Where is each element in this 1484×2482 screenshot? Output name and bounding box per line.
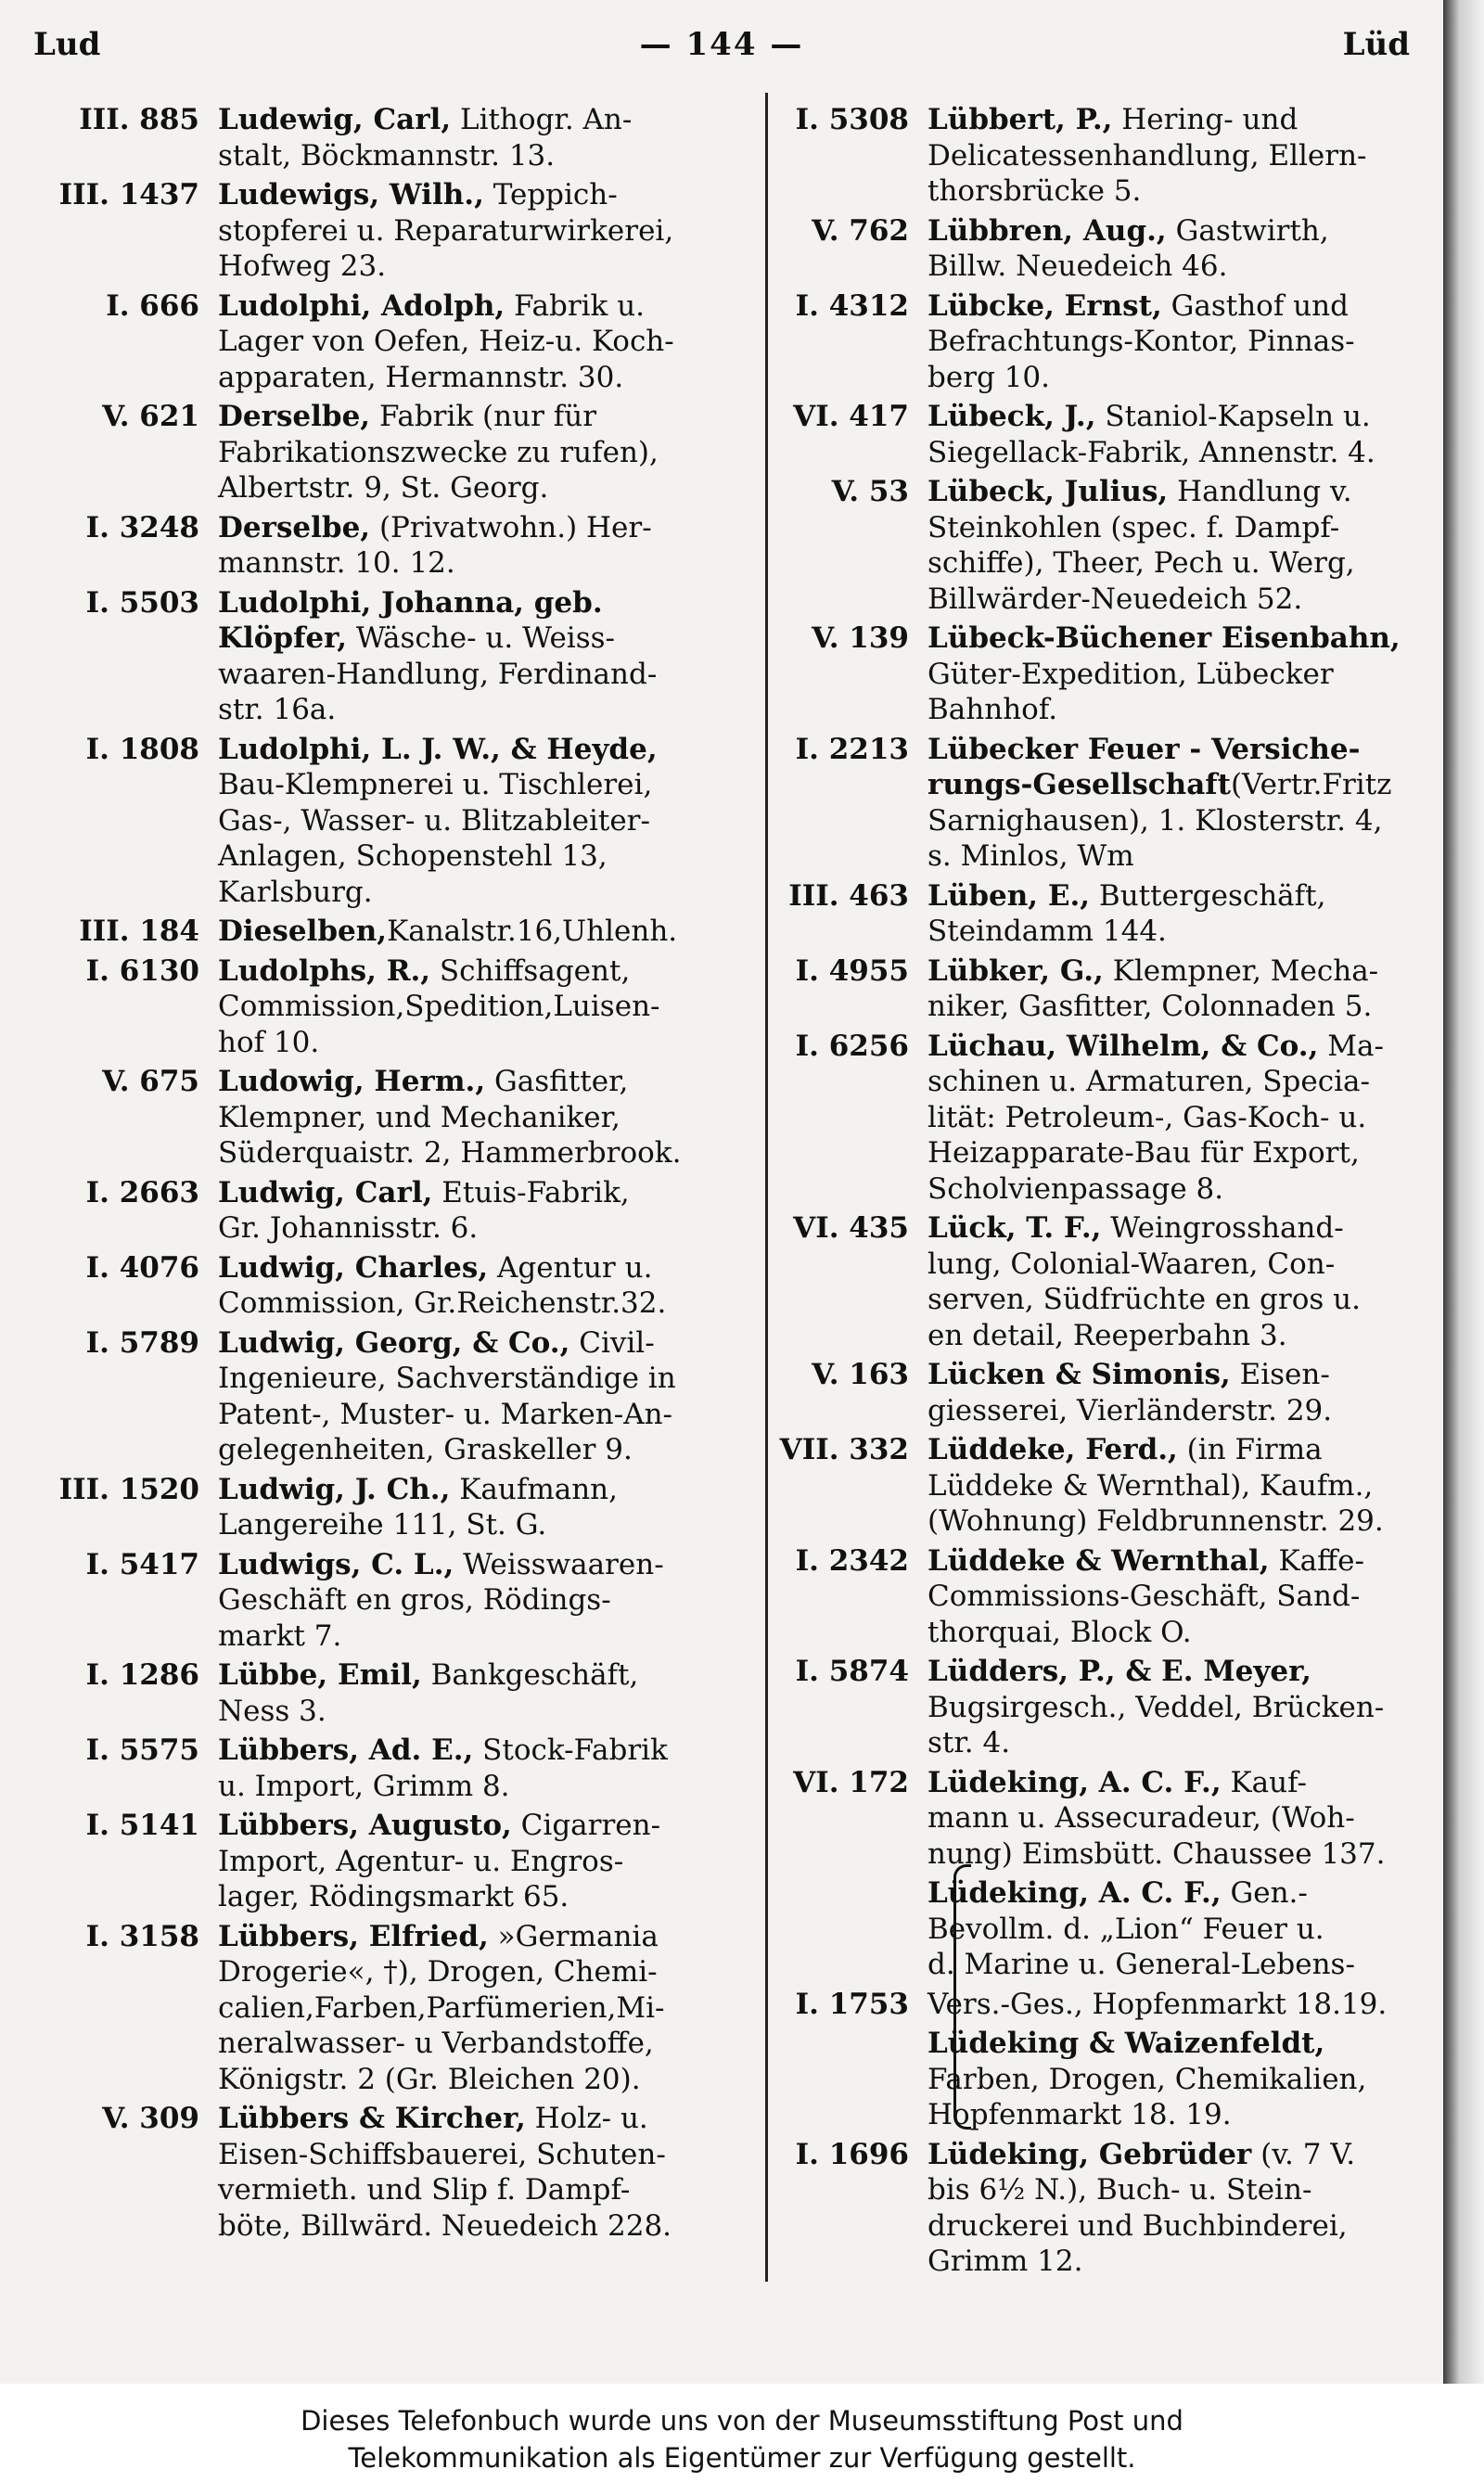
entry-name: Ludolphi, Adolph,	[218, 288, 505, 323]
entry-text	[218, 1064, 756, 1171]
entry-details: Cigarren- Import, Agentur- u. Engros- lager, Rödingsmarkt 65.	[218, 1809, 661, 1913]
phone-code: I. 3158	[85, 1919, 199, 1953]
directory-entry	[774, 474, 1442, 617]
directory-entry	[774, 620, 1442, 728]
directory-entry	[28, 1472, 756, 1543]
directory-entry	[774, 953, 1442, 1025]
entry-details: Bankgeschäft, Ness 3.	[218, 1658, 639, 1728]
entry-name: Dieselben,	[218, 915, 388, 948]
entry-text	[218, 1547, 756, 1655]
entry-text	[218, 399, 756, 506]
entry-name: Ludolphi, L. J. W., & Heyde,	[218, 732, 658, 766]
entry-text	[218, 1325, 756, 1468]
entry-name: Derselbe,	[218, 510, 371, 544]
footer-notice	[0, 2402, 1484, 2482]
entry-name: Lübbe, Emil,	[218, 1658, 422, 1692]
phone-code: V. 53	[831, 475, 909, 508]
entry-details: Hering- und Delicatessenhandlung, Ellern- thorsbrücke 5.	[928, 103, 1367, 208]
phone-code: VI. 435	[793, 1211, 909, 1245]
entry-name: Lübeck, J.,	[928, 400, 1096, 433]
entry-details: Weingrosshand- lung, Colonial-Waaren, Con- serven, Südfrüchte en gros u. en detail, Reeperbahn 3.	[928, 1211, 1361, 1352]
entry-details: Vers.-Ges., Hopfenmarkt 18.19.	[928, 1987, 1388, 2021]
entry-name: Ludwig, Charles,	[218, 1250, 489, 1285]
entry-text	[218, 1250, 756, 1322]
entry-name: Lübeck, Julius,	[928, 475, 1169, 508]
phone-code: I. 2342	[795, 1543, 909, 1578]
entry-text	[928, 288, 1442, 396]
entry-details: (in Firma Lüddeke & Wernthal), Kaufm., (Wohnung) Feldbrunnenstr. 29.	[928, 1433, 1384, 1538]
entry-details: (Vertr.Fritz Sarnighausen), 1. Klosterstr. 4, s. Minlos, Wm	[928, 768, 1392, 873]
entry-details: Kauf- mann u. Assecuradeur, (Woh- nung) Eimsbütt. Chaussee 137.	[928, 1765, 1386, 1871]
entry-text	[928, 1432, 1442, 1540]
phone-code: V. 675	[102, 1065, 199, 1098]
phone-code: I. 5575	[85, 1734, 199, 1767]
entry-details: Güter-Expedition, Lübecker Bahnhof.	[928, 657, 1334, 726]
entry-text	[928, 620, 1442, 728]
directory-entry	[774, 1357, 1442, 1428]
directory-entry	[28, 177, 756, 285]
entry-details: Kaffe- Commissions-Geschäft, Sand- thorquai, Block O.	[928, 1543, 1364, 1649]
directory-entry	[774, 2137, 1442, 2280]
entry-text	[218, 953, 756, 1061]
directory-entry	[28, 732, 756, 911]
directory-entry	[28, 1175, 756, 1247]
entry-name: Ludolphi, Johanna, geb. Klöpfer,	[218, 585, 603, 655]
directory-entry	[774, 1875, 1442, 1983]
phone-code: III. 184	[79, 915, 199, 948]
entry-text	[928, 732, 1442, 875]
directory-entry	[774, 1029, 1442, 1208]
entry-text	[928, 474, 1442, 617]
entry-text	[218, 914, 756, 950]
entry-text	[928, 1029, 1442, 1208]
phone-code: I. 2213	[795, 732, 909, 766]
entry-name: Lübbert, P.,	[928, 103, 1113, 136]
entry-name: Ludwig, J. Ch.,	[218, 1472, 451, 1506]
phone-code: I. 1808	[85, 732, 199, 766]
phone-code: I. 5874	[795, 1655, 909, 1688]
entry-name: Ludolphs, R.,	[218, 953, 431, 988]
phone-code: I. 1696	[795, 2137, 909, 2171]
entry-details: Ma- schinen u. Armaturen, Specia- lität: Petroleum-, Gas-Koch- u. Heizapparate-Bau für Export, Scholvienpassage 8.	[928, 1029, 1384, 1206]
header-right-keyword: Lüd	[1342, 26, 1410, 63]
entry-text	[218, 2101, 756, 2244]
entry-name: Lüben, E.,	[928, 878, 1091, 913]
entry-name: Lüddeke, Ferd.,	[928, 1433, 1178, 1466]
entry-details: Buttergeschäft, Steindamm 144.	[928, 878, 1326, 948]
phone-code: I. 5503	[85, 585, 199, 620]
entry-text	[218, 288, 756, 396]
entry-name: Lübecker Feuer - Versiche- rungs-Gesellschaft	[928, 732, 1361, 801]
entry-text	[218, 1808, 756, 1915]
entry-name: Lüddeke & Wernthal,	[928, 1543, 1270, 1578]
directory-entry	[28, 1547, 756, 1655]
directory-entry	[774, 1543, 1442, 1651]
directory-entry	[28, 585, 756, 728]
directory-entry	[28, 914, 756, 950]
entry-name: Lübbers, Elfried,	[218, 1919, 489, 1953]
entry-details: Gastwirth, Billw. Neuedeich 46.	[928, 213, 1329, 283]
entry-name: Ludewigs, Wilh.,	[218, 178, 484, 211]
left-column	[28, 102, 756, 2247]
entry-details: Handlung v. Steinkohlen (spec. f. Dampf- schiffe), Theer, Pech u. Werg, Billwärder-Neuedeich 52.	[928, 475, 1355, 616]
directory-entry	[28, 510, 756, 582]
entry-text	[218, 177, 756, 285]
entry-text	[928, 1875, 1442, 1983]
phone-code: I. 6256	[795, 1029, 909, 1063]
entry-text	[928, 953, 1442, 1025]
phone-code: VII. 332	[779, 1433, 909, 1466]
entry-details: Kaufmann, Langereihe 111, St. G.	[218, 1472, 618, 1542]
directory-entry	[774, 2026, 1442, 2133]
footer-line-2: Telekommunikation als Eigentümer zur Verfügung gestellt.	[348, 2442, 1136, 2474]
phone-code: V. 762	[812, 213, 909, 248]
entry-name: Lübcke, Ernst,	[928, 288, 1162, 323]
entry-name: Lüdeking, A. C. F.,	[928, 1765, 1222, 1799]
phone-code: I. 666	[106, 288, 199, 323]
entry-text	[218, 732, 756, 911]
directory-entry	[28, 288, 756, 396]
directory-entry	[774, 213, 1442, 285]
entry-text	[218, 510, 756, 582]
grouping-brace	[953, 1864, 971, 2130]
entry-text	[928, 1543, 1442, 1651]
page-header	[33, 19, 1410, 70]
phone-code	[774, 2026, 928, 2133]
entry-text	[218, 1919, 756, 2098]
entry-details: Lithogr. An- stalt, Böckmannstr. 13.	[218, 103, 633, 173]
entry-text	[928, 1987, 1442, 2023]
entry-details: Fabrik u. Lager von Oefen, Heiz-u. Koch- apparaten, Hermannstr. 30.	[218, 288, 674, 394]
directory-entry	[774, 732, 1442, 875]
phone-code: I. 5141	[85, 1809, 199, 1842]
entry-details: »Germania Drogerie«, †), Drogen, Chemi- calien,Farben,Parfümerien,Mi- neralwasser- u Verbandstoffe, Königstr. 2 (Gr. Bleichen 20).	[218, 1919, 665, 2096]
right-column	[774, 102, 1442, 2284]
entry-name: Ludowig, Herm.,	[218, 1065, 486, 1098]
entry-name: Lück, T. F.,	[928, 1211, 1102, 1245]
phone-code: I. 2663	[85, 1175, 199, 1209]
page-edge-shadow	[1443, 0, 1484, 2384]
entry-details: Schiffsagent, Commission,Spedition,Luisen- hof 10.	[218, 953, 660, 1059]
directory-entry	[28, 1808, 756, 1915]
phone-code: I. 4312	[795, 288, 909, 323]
entry-details: Civil- Ingenieure, Sachverständige in Patent-, Muster- u. Marken-An- gelegenheiten, Graskeller 9.	[218, 1325, 676, 1466]
entry-text	[928, 1765, 1442, 1873]
directory-entry	[28, 1325, 756, 1468]
directory-entry	[28, 1250, 756, 1322]
entry-details: Bau-Klempnerei u. Tischlerei, Gas-, Wasser- u. Blitzableiter- Anlagen, Schopenstehl 13, Karlsburg.	[218, 768, 653, 909]
entry-text	[218, 1733, 756, 1804]
phone-code: I. 4076	[85, 1250, 199, 1285]
entry-details: Agentur u. Commission, Gr.Reichenstr.32.	[218, 1250, 667, 1320]
entry-name: Lübeck-Büchener Eisenbahn,	[928, 621, 1401, 655]
phone-code: III. 1520	[58, 1472, 199, 1506]
entry-text	[928, 213, 1442, 285]
entry-text	[928, 102, 1442, 210]
directory-entry	[28, 1733, 756, 1804]
phone-code: I. 5308	[795, 103, 909, 136]
entry-details: Bugsirgesch., Veddel, Brücken- str. 4.	[928, 1690, 1385, 1759]
entry-name: Lüdeking & Waizenfeldt,	[928, 2027, 1325, 2060]
phone-code: V. 163	[812, 1358, 909, 1391]
entry-name: Ludwig, Georg, & Co.,	[218, 1325, 570, 1360]
entry-details: Gen.- Bevollm. d. „Lion“ Feuer u. d. Marine u. General-Lebens-	[928, 1876, 1355, 1981]
entry-details: Weisswaaren- Geschäft en gros, Rödings- markt 7.	[218, 1547, 664, 1653]
entry-details: (Privatwohn.) Her- mannstr. 10. 12.	[218, 510, 652, 580]
directory-entry	[774, 1210, 1442, 1353]
entry-text	[218, 1657, 756, 1729]
entry-name: Lüchau, Wilhelm, & Co.,	[928, 1029, 1319, 1063]
entry-details: (v. 7 V. bis 6½ N.), Buch- u. Stein- druckerei und Buchbinderei, Grimm 12.	[928, 2137, 1356, 2278]
entry-text	[928, 399, 1442, 470]
entry-details: Gasfitter, Klempner, und Mechaniker, Süderquaistr. 2, Hammerbrook.	[218, 1065, 682, 1170]
directory-entry	[774, 102, 1442, 210]
entry-details: Kanalstr.16,Uhlenh.	[387, 915, 678, 948]
entry-name: Lübbers, Augusto,	[218, 1809, 512, 1842]
entry-text	[928, 1357, 1442, 1428]
entry-name: Derselbe,	[218, 400, 371, 433]
entry-details: Staniol-Kapseln u. Siegellack-Fabrik, Annenstr. 4.	[928, 400, 1375, 469]
directory-entry	[774, 1765, 1442, 1873]
entry-details: Etuis-Fabrik, Gr. Johannisstr. 6.	[218, 1175, 630, 1245]
entry-details: Farben, Drogen, Chemikalien, Hopfenmarkt 18. 19.	[928, 2062, 1367, 2131]
entry-details: Eisen- giesserei, Vierländerstr. 29.	[928, 1358, 1333, 1427]
phone-code	[774, 1875, 928, 1983]
directory-entry	[28, 102, 756, 173]
column-divider	[765, 93, 768, 2282]
entry-details: Gasthof und Befrachtungs-Kontor, Pinnas- berg 10.	[928, 288, 1355, 394]
phone-code: I. 4955	[795, 953, 909, 988]
entry-text	[218, 1175, 756, 1247]
phone-code: I. 1286	[85, 1658, 199, 1692]
entry-name: Ludwigs, C. L.,	[218, 1547, 454, 1581]
entry-name: Ludwig, Carl,	[218, 1175, 433, 1209]
entry-text	[928, 2137, 1442, 2280]
entry-name: Lüdders, P., & E. Meyer,	[928, 1655, 1311, 1688]
footer-line-1: Dieses Telefonbuch wurde uns von der Museumsstiftung Post und	[301, 2405, 1183, 2437]
phone-code: I. 3248	[85, 510, 199, 544]
phone-code: VI. 417	[793, 400, 909, 433]
directory-entry	[28, 2101, 756, 2244]
directory-entry	[774, 288, 1442, 396]
directory-entry	[774, 399, 1442, 470]
entry-text	[928, 878, 1442, 950]
entry-name: Lüdeking, A. C. F.,	[928, 1876, 1222, 1910]
page-number: — 144 —	[639, 26, 804, 63]
entry-text	[218, 585, 756, 728]
entry-name: Lübbers, Ad. E.,	[218, 1734, 474, 1767]
directory-entry	[774, 878, 1442, 950]
entry-name: Lübker, G.,	[928, 953, 1104, 988]
entry-details: Teppich- stopferei u. Reparaturwirkerei, Hofweg 23.	[218, 178, 674, 283]
phone-code: III. 885	[79, 103, 199, 136]
entry-text	[928, 2026, 1442, 2133]
phone-code: V. 139	[812, 621, 909, 655]
entry-text	[218, 1472, 756, 1543]
phone-code: VI. 172	[793, 1765, 909, 1799]
entry-text	[928, 1654, 1442, 1761]
directory-entry	[774, 1654, 1442, 1761]
directory-entry	[28, 1064, 756, 1171]
directory-entry	[774, 1432, 1442, 1540]
entry-name: Lübbren, Aug.,	[928, 213, 1167, 248]
directory-entry	[28, 1657, 756, 1729]
entry-text	[218, 102, 756, 173]
phone-code: I. 1753	[795, 1987, 909, 2021]
entry-details: Holz- u. Eisen-Schiffsbauerei, Schuten- vermieth. und Slip f. Dampf- böte, Billwärd. Neuedeich 228.	[218, 2102, 672, 2243]
entry-name: Ludewig, Carl,	[218, 103, 452, 136]
phone-code: III. 1437	[58, 178, 199, 211]
entry-name: Lücken & Simonis,	[928, 1358, 1231, 1391]
directory-entry	[28, 1919, 756, 2098]
phone-code: I. 6130	[85, 953, 199, 988]
header-left-keyword: Lud	[33, 26, 101, 63]
entry-name: Lübbers & Kircher,	[218, 2102, 526, 2135]
entry-text	[928, 1210, 1442, 1353]
entry-details: Wäsche- u. Weiss- waaren-Handlung, Ferdinand- str. 16a.	[218, 621, 658, 726]
entry-name: Lüdeking, Gebrüder	[928, 2137, 1252, 2171]
phone-code: III. 463	[788, 878, 909, 913]
entry-details: Klempner, Mecha- niker, Gasfitter, Colonnaden 5.	[928, 953, 1379, 1023]
phone-code: I. 5417	[85, 1547, 199, 1581]
directory-entry	[774, 1987, 1442, 2023]
directory-entry	[28, 399, 756, 506]
phone-code: I. 5789	[85, 1325, 199, 1360]
phone-code: V. 621	[102, 400, 199, 433]
directory-entry	[28, 953, 756, 1061]
entry-details: Stock-Fabrik u. Import, Grimm 8.	[218, 1734, 668, 1803]
entry-details: Fabrik (nur für Fabrikationszwecke zu rufen), Albertstr. 9, St. Georg.	[218, 400, 659, 505]
phone-code: V. 309	[102, 2102, 199, 2135]
